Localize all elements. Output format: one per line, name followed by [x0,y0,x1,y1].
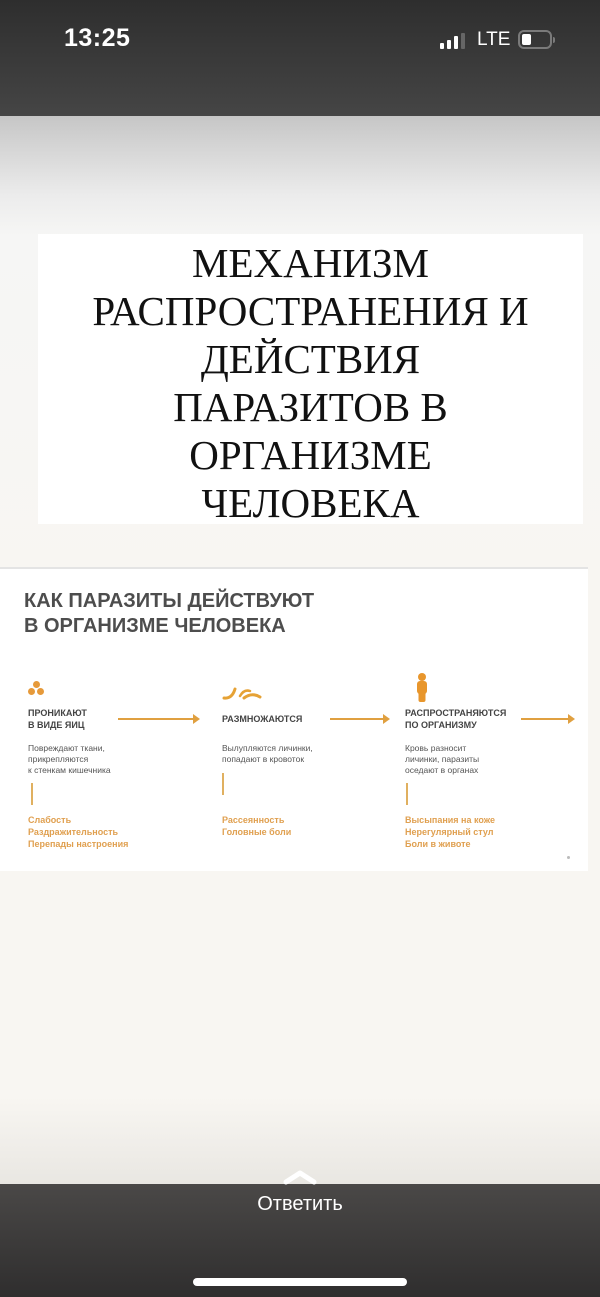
network-type: LTE [477,29,511,50]
title-card [38,234,583,524]
title-line: МЕХАНИЗМ [192,240,429,286]
step-description: Повреждают ткани, прикрепляются к стенкам кишечника [28,743,111,775]
infographic-slide [0,567,588,871]
connector-line [31,783,33,805]
title-line: ЧЕЛОВЕКА [201,480,420,526]
step-title: РАСПРОСТРАНЯЮТСЯ ПО ОРГАНИЗМУ [405,708,507,730]
signal-strength-icon [440,33,466,49]
reply-button[interactable]: Ответить [257,1193,343,1215]
arrow-right-icon [118,718,198,720]
title-line: ДЕЙСТВИЯ [200,336,421,382]
slide-title: КАК ПАРАЗИТЫ ДЕЙСТВУЮТ В ОРГАНИЗМЕ ЧЕЛОВЕКА [24,590,315,637]
step-description: Кровь разносит личинки, паразиты оседают в органах [405,743,480,775]
symptoms-list: Высыпания на коже Нерегулярный стул Боли в животе [405,815,496,849]
status-time: 13:25 [64,24,131,52]
battery-icon [518,30,552,49]
larvae-icon [222,685,266,701]
step-description: Вылупляются личинки, попадают в кровоток [222,743,313,764]
title-line: ПАРАЗИТОВ В [173,384,448,430]
symptoms-list: Слабость Раздражительность Перепады настроения [28,815,129,849]
symptoms-list: Рассеянность Головные боли [222,815,292,837]
eggs-icon [28,681,48,697]
title-line: ОРГАНИЗМЕ [189,432,432,478]
title-line: РАСПРОСТРАНЕНИЯ И [92,288,529,334]
home-indicator[interactable] [193,1278,407,1286]
message-image-viewer [0,116,600,1184]
slide-marker [567,856,570,859]
connector-line [222,773,224,795]
chevron-up-icon[interactable] [282,1166,318,1186]
human-figure-icon [415,673,429,703]
arrow-right-icon [521,718,573,720]
connector-line [406,783,408,805]
arrow-right-icon [330,718,388,720]
step-title: РАЗМНОЖАЮТСЯ [222,714,303,724]
status-bar [0,0,600,116]
step-title: ПРОНИКАЮТ В ВИДЕ ЯИЦ [28,708,87,730]
